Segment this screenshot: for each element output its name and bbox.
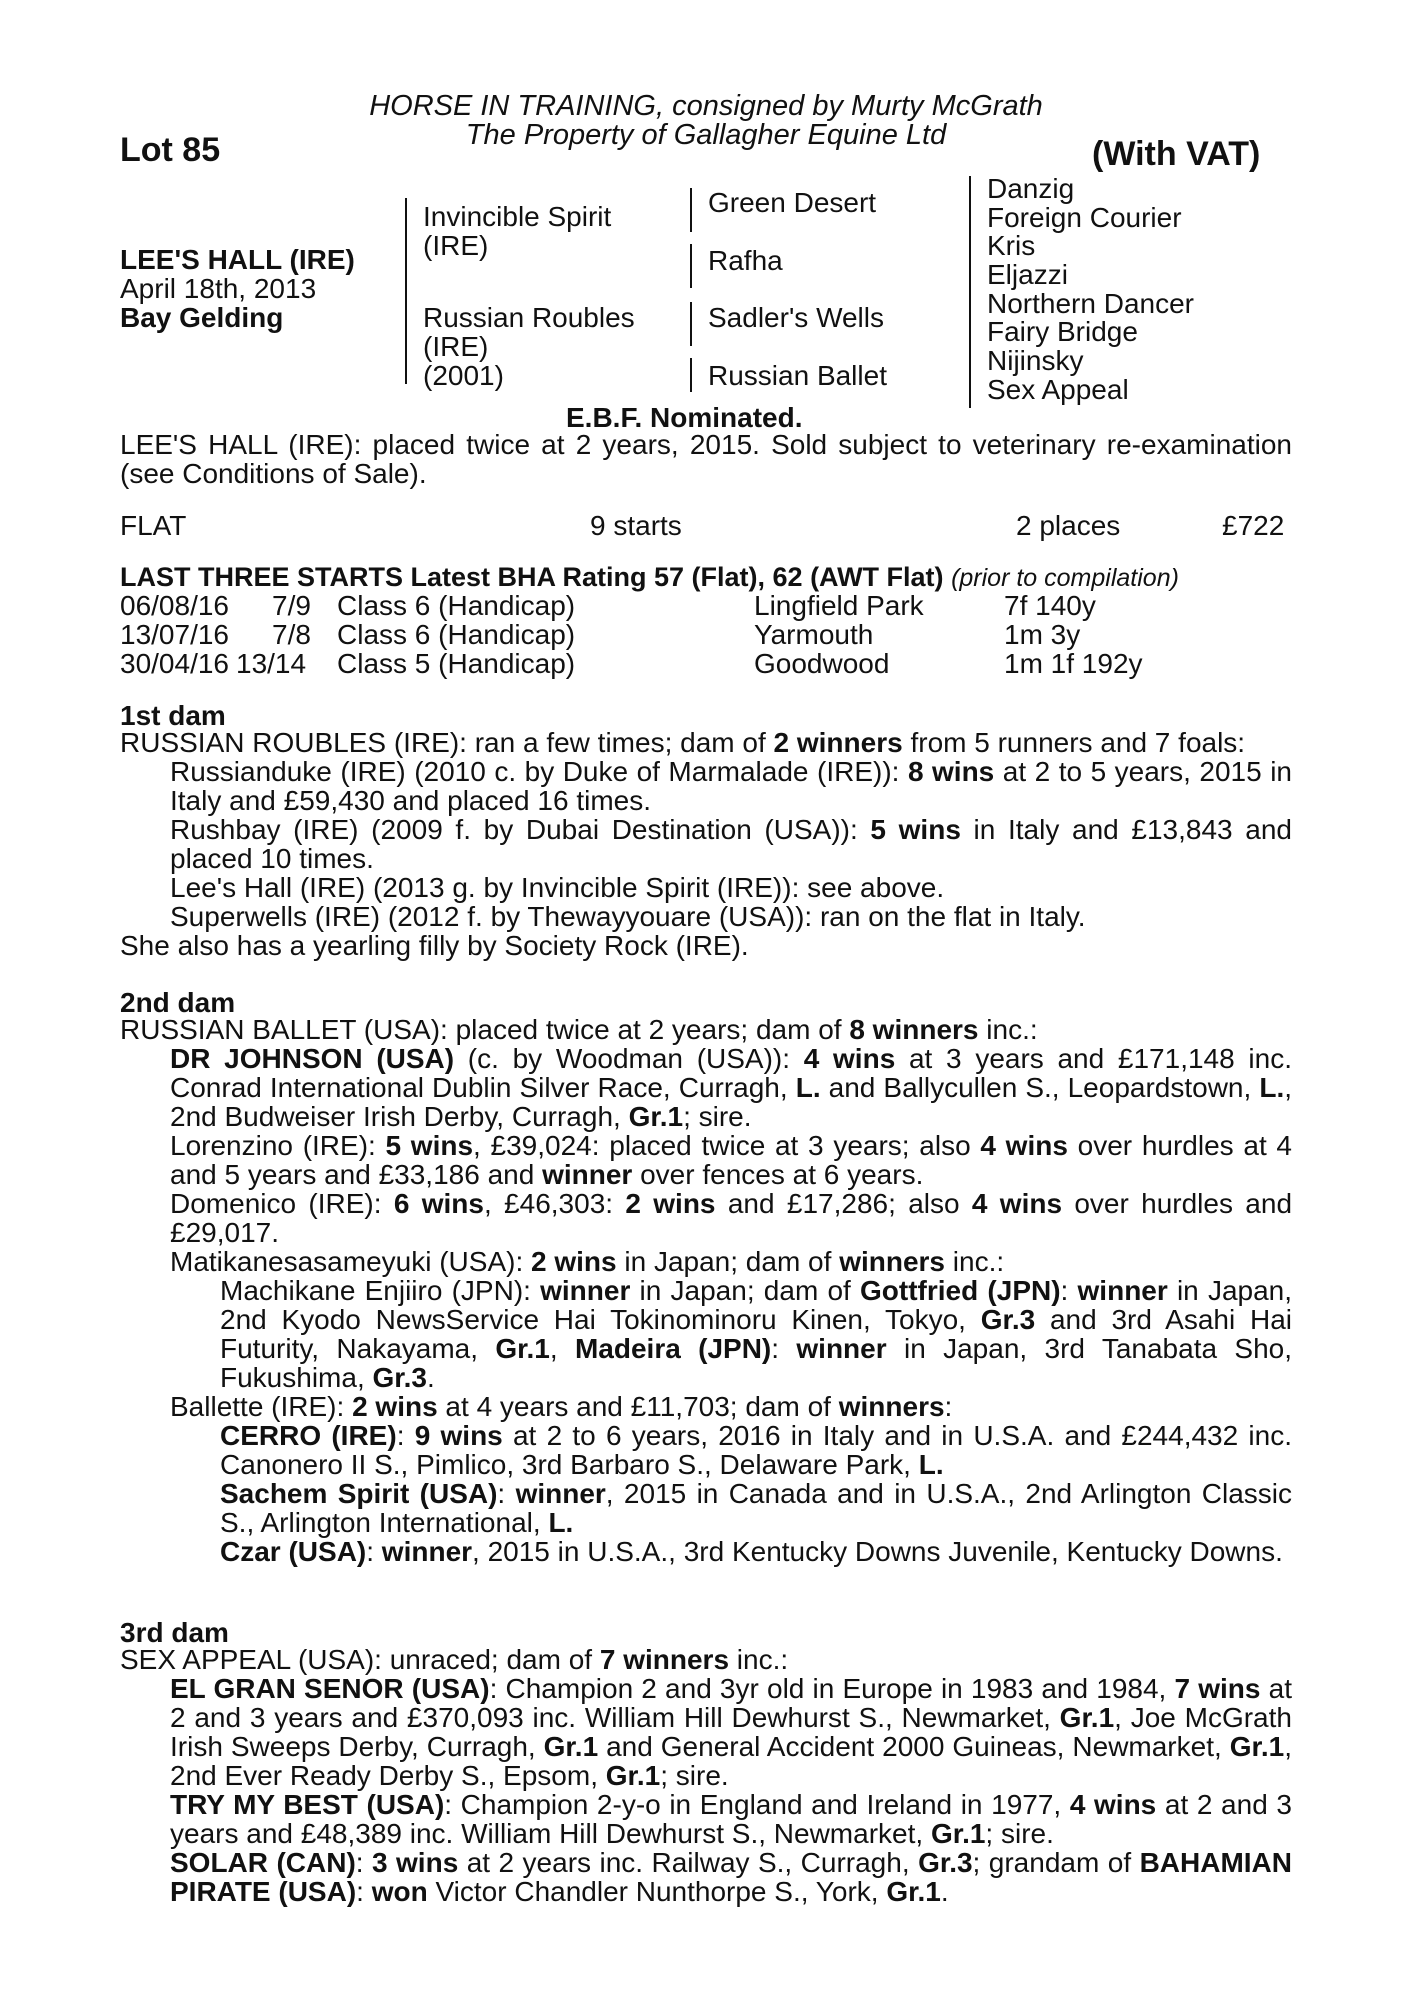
rushbay-tail: in Italy and £13,843 and placed 10 times.: [170, 814, 1292, 874]
dr-johnson-sire: (c. by Woodman (USA)):: [454, 1043, 804, 1074]
produce-matikanesasameyuki: [170, 1247, 1004, 1276]
pedigree-divider-1: [405, 198, 407, 384]
dr-johnson-listed-2: L.: [1259, 1072, 1285, 1103]
gottfried-grade-1: Gr.1: [495, 1333, 550, 1364]
domenico-wins: 6 wins: [393, 1188, 484, 1219]
produce-lorenzino: [170, 1131, 1292, 1189]
second-dam-winners: 8 winners: [849, 1014, 979, 1045]
sachem-name: Sachem Spirit (USA): [220, 1478, 498, 1509]
second-dam-heading: 2nd dam: [120, 987, 236, 1018]
solar-name: SOLAR (CAN): [170, 1847, 356, 1878]
matikane-name: Matikanesasameyuki (USA):: [170, 1246, 532, 1277]
cerro-listed: L.: [918, 1449, 944, 1480]
sire-suffix: (IRE): [423, 230, 489, 261]
start-3-course: Goodwood: [754, 648, 890, 679]
produce-ballette: [170, 1392, 952, 1421]
domenico-text-1: , £46,303:: [483, 1188, 626, 1219]
el-gran-senor-name: EL GRAN SENOR (USA): [170, 1673, 490, 1704]
horse-name: LEE'S HALL (IRE): [120, 244, 355, 275]
domenico-tail: over hurdles and £29,017.: [170, 1188, 1293, 1248]
start-1-date: 06/08/16: [120, 590, 229, 621]
start-2-course: Yarmouth: [754, 619, 874, 650]
gottfried-grade-3: Gr.3: [980, 1304, 1036, 1335]
bahamian-won: won: [371, 1876, 428, 1907]
first-dam-intro-tail: from 5 runners and 7 foals:: [902, 727, 1246, 758]
start-1-position: 7/9: [272, 590, 311, 621]
produce-superwells: Superwells (IRE) (2012 f. by Thewayyouare (USA)): ran on the flat in Italy.: [170, 901, 1086, 932]
dr-johnson-text-1: at 3 years and £171,148 inc. Conrad International Dublin Silver Race, Curragh,: [170, 1043, 1292, 1103]
ancestor-6: Fairy Bridge: [987, 316, 1138, 347]
domenico-wins-2: 2 wins: [625, 1188, 716, 1219]
start-2-position: 7/8: [272, 619, 311, 650]
sachem-winner: winner: [515, 1478, 606, 1509]
lorenzino-text-1: , £39,024: placed twice at 3 years; also: [473, 1130, 981, 1161]
dr-johnson-text-3: , 2nd Budweiser Irish Derby, Curragh,: [170, 1072, 1293, 1132]
matikane-tail: inc.:: [945, 1246, 1005, 1277]
pedigree-divider-2d: [690, 358, 692, 392]
lot-number: Lot 85: [120, 131, 221, 169]
domenico-name: Domenico (IRE):: [170, 1188, 394, 1219]
second-dam-intro: [120, 1015, 1038, 1044]
ebf-nomination: E.B.F. Nominated.: [566, 402, 803, 433]
sachem-text: , 2015 in Canada and in U.S.A., 2nd Arlington Classic S., Arlington International,: [220, 1478, 1293, 1538]
ancestor-2: Foreign Courier: [987, 202, 1182, 233]
try-my-best-name: TRY MY BEST (USA): [170, 1789, 445, 1820]
egs-grade-1d: Gr.1: [605, 1760, 661, 1791]
bahamian-grade: Gr.1: [886, 1876, 941, 1907]
start-2-date: 13/07/16: [120, 619, 229, 650]
first-dam-intro-text: RUSSIAN ROUBLES (IRE): ran a few times; dam of: [120, 727, 774, 758]
horse-description: Bay Gelding: [120, 302, 284, 333]
solar-grade: Gr.3: [918, 1847, 973, 1878]
russianduke-text: Russianduke (IRE) (2010 c. by Duke of Marmalade (IRE)):: [170, 756, 908, 787]
bahamian-tail: .: [940, 1876, 949, 1907]
domenico-hurdle-wins: 4 wins: [971, 1188, 1063, 1219]
tmb-wins: 4 wins: [1069, 1789, 1157, 1820]
ancestor-8: Sex Appeal: [987, 374, 1129, 405]
last-starts-note: (prior to compilation): [951, 564, 1179, 592]
dam-suffix: (IRE): [423, 331, 489, 362]
bahamian-sep: :: [356, 1876, 372, 1907]
dr-johnson-tail: ; sire.: [683, 1101, 752, 1132]
dr-johnson-name: DR JOHNSON (USA): [170, 1043, 455, 1074]
dam-name: Russian Roubles: [423, 302, 635, 333]
egs-text-5: , 2nd Ever Ready Derby S., Epsom,: [170, 1731, 1292, 1791]
third-dam-heading: 3rd dam: [120, 1617, 229, 1648]
cerro-sep: :: [396, 1420, 415, 1451]
last-starts-heading: [120, 564, 1179, 591]
czar-name: Czar (USA): [220, 1536, 367, 1567]
start-3-race: Class 5 (Handicap): [337, 648, 576, 679]
consignor-line: HORSE IN TRAINING, consigned by Murty McGrath: [369, 90, 1043, 122]
cerro-text: at 2 to 6 years, 2016 in Italy and in U.S.A. and £244,432 inc. Canonero II S., Pimlico, 3rd Barbaro S., Delaware Park,: [220, 1420, 1293, 1480]
egs-wins: 7 wins: [1174, 1673, 1261, 1704]
egs-grade-1c: Gr.1: [1229, 1731, 1285, 1762]
sachem-sep: :: [497, 1478, 516, 1509]
produce-sachem-spirit: [220, 1479, 1292, 1537]
madeira-winner: winner: [796, 1333, 887, 1364]
madeira-grade: Gr.3: [372, 1362, 427, 1393]
lorenzino-tail: over fences at 6 years.: [632, 1159, 924, 1190]
solar-wins: 3 wins: [372, 1847, 459, 1878]
produce-machikane-enjiiro: [220, 1276, 1292, 1392]
tmb-grade: Gr.1: [930, 1818, 986, 1849]
egs-tail: ; sire.: [660, 1760, 729, 1791]
produce-cerro: [220, 1421, 1292, 1479]
egs-grade-1b: Gr.1: [543, 1731, 599, 1762]
last-starts-title: LAST THREE STARTS Latest BHA Rating 57 (Flat), 62 (AWT Flat): [120, 562, 944, 592]
pedigree-divider-2a: [690, 188, 692, 232]
lorenzino-text-2: over hurdles at 4 and 5 years and £33,186 and: [170, 1130, 1293, 1190]
start-2-distance: 1m 3y: [1004, 619, 1081, 650]
egs-text-4: and General Accident 2000 Guineas, Newmarket,: [598, 1731, 1230, 1762]
first-dam-heading: 1st dam: [120, 700, 226, 731]
madeira-text: in Japan, 3rd Tanabata Sho, Fukushima,: [220, 1333, 1292, 1393]
grandsire-2: Sadler's Wells: [708, 302, 884, 333]
rushbay-text: Rushbay (IRE) (2009 f. by Dubai Destination (USA)):: [170, 814, 871, 845]
ballette-text: at 4 years and £11,703; dam of: [437, 1391, 839, 1422]
start-3-position: 13/14: [236, 648, 307, 679]
granddam-1: Rafha: [708, 245, 783, 276]
egs-text-3: , Joe McGrath Irish Sweeps Derby, Curragh,: [170, 1702, 1292, 1762]
start-2-race: Class 6 (Handicap): [337, 619, 576, 650]
sire-name: Invincible Spirit: [423, 201, 612, 232]
madeira-sep: :: [771, 1333, 797, 1364]
grandsire-1: Green Desert: [708, 187, 877, 218]
pedigree-divider-2c: [690, 302, 692, 346]
record-starts: 9 starts: [590, 510, 682, 541]
tmb-tail: ; sire.: [985, 1818, 1054, 1849]
czar-sep: :: [366, 1536, 382, 1567]
russianduke-tail: at 2 to 5 years, 2015 in Italy and £59,430 and placed 16 times.: [170, 756, 1292, 816]
lorenzino-wins: 5 wins: [385, 1130, 474, 1161]
record-earnings: £722: [1222, 510, 1285, 541]
third-dam-intro-text: SEX APPEAL (USA): unraced; dam of: [120, 1644, 600, 1675]
start-3-distance: 1m 1f 192y: [1004, 648, 1143, 679]
second-dam-intro-tail: inc.:: [978, 1014, 1038, 1045]
third-dam-intro: [120, 1645, 788, 1674]
comma-sep: ,: [549, 1333, 575, 1364]
gottfried-text-2: and 3rd Asahi Hai Futurity, Nakayama,: [220, 1304, 1292, 1364]
matikane-winners: winners: [839, 1246, 945, 1277]
record-type: FLAT: [120, 510, 187, 541]
dr-johnson-grade: Gr.1: [628, 1101, 684, 1132]
horse-dob: April 18th, 2013: [120, 273, 317, 304]
third-dam-winners: 7 winners: [599, 1644, 730, 1675]
produce-rushbay: [170, 815, 1292, 873]
dr-johnson-listed-1: L.: [795, 1072, 821, 1103]
produce-czar: [220, 1537, 1292, 1566]
madeira-tail: .: [426, 1362, 435, 1393]
enjiiro-winner: winner: [540, 1275, 631, 1306]
second-dam-intro-text: RUSSIAN BALLET (USA): placed twice at 2 years; dam of: [120, 1014, 850, 1045]
solar-text-2: ; grandam of: [972, 1847, 1140, 1878]
ancestor-7: Nijinsky: [987, 345, 1084, 376]
cerro-wins: 9 wins: [414, 1420, 503, 1451]
ancestor-5: Northern Dancer: [987, 288, 1194, 319]
start-1-race: Class 6 (Handicap): [337, 590, 576, 621]
produce-el-gran-senor: [170, 1674, 1292, 1790]
ancestor-3: Kris: [987, 230, 1036, 261]
granddam-2: Russian Ballet: [708, 360, 887, 391]
start-1-distance: 7f 140y: [1004, 590, 1096, 621]
first-dam-intro: [120, 728, 1245, 757]
pedigree-divider-2b: [690, 244, 692, 288]
ballette-wins: 2 wins: [352, 1391, 438, 1422]
egs-text-1: : Champion 2 and 3yr old in Europe in 1983 and 1984,: [489, 1673, 1175, 1704]
produce-russianduke: [170, 757, 1292, 815]
start-1-course: Lingfield Park: [754, 590, 924, 621]
start-3-date: 30/04/16: [120, 648, 229, 679]
gottfried-text: in Japan, 2nd Kyodo NewsService Hai Tokinominoru Kinen, Tokyo,: [220, 1275, 1293, 1335]
dr-johnson-text-2: and Ballycullen S., Leopardstown,: [820, 1072, 1260, 1103]
russianduke-wins: 8 wins: [907, 756, 995, 787]
lorenzino-hurdle-wins: 4 wins: [980, 1130, 1068, 1161]
yearling-note: She also has a yearling filly by Society Rock (IRE).: [120, 930, 749, 961]
egs-text-2: at 2 and 3 years and £370,093 inc. William Hill Dewhurst S., Newmarket,: [170, 1673, 1293, 1733]
enjiiro-name: Machikane Enjiiro (JPN):: [220, 1275, 541, 1306]
property-line: The Property of Gallagher Equine Ltd: [465, 119, 947, 151]
bahamian-pirate-name: BAHAMIAN PIRATE (USA): [170, 1847, 1292, 1907]
vat-label: (With VAT): [1092, 135, 1261, 173]
sachem-listed: L.: [548, 1507, 574, 1538]
egs-grade-1a: Gr.1: [1059, 1702, 1115, 1733]
produce-try-my-best: [170, 1790, 1292, 1848]
matikane-text: in Japan; dam of: [616, 1246, 840, 1277]
produce-solar: [170, 1848, 1292, 1906]
gottfried-name: Gottfried (JPN): [860, 1275, 1061, 1306]
lorenzino-winner: winner: [542, 1159, 633, 1190]
pedigree-divider-3: [969, 176, 971, 408]
third-dam-intro-tail: inc.:: [729, 1644, 789, 1675]
domenico-text-2: and £17,286; also: [715, 1188, 972, 1219]
ballette-name: Ballette (IRE):: [170, 1391, 353, 1422]
produce-lees-hall: Lee's Hall (IRE) (2013 g. by Invincible Spirit (IRE)): see above.: [170, 872, 945, 903]
solar-text-1: at 2 years inc. Railway S., Curragh,: [458, 1847, 919, 1878]
lorenzino-name: Lorenzino (IRE):: [170, 1130, 386, 1161]
ancestor-1: Danzig: [987, 173, 1075, 204]
gottfried-sep: :: [1060, 1275, 1078, 1306]
horse-summary: LEE'S HALL (IRE): placed twice at 2 years, 2015. Sold subject to veterinary re-examination (see Conditions of Sale).: [120, 429, 1292, 489]
ballette-tail: :: [944, 1391, 953, 1422]
tmb-text-2: at 2 and 3 years and £48,389 inc. William Hill Dewhurst S., Newmarket,: [170, 1789, 1292, 1849]
ancestor-4: Eljazzi: [987, 259, 1068, 290]
record-places: 2 places: [1016, 510, 1121, 541]
gottfried-winner: winner: [1077, 1275, 1168, 1306]
cerro-name: CERRO (IRE): [220, 1420, 397, 1451]
czar-text: , 2015 in U.S.A., 3rd Kentucky Downs Juvenile, Kentucky Downs.: [472, 1536, 1283, 1567]
tmb-text-1: : Champion 2-y-o in England and Ireland in 1977,: [444, 1789, 1070, 1820]
dam-year: (2001): [423, 360, 504, 391]
enjiiro-text-1: in Japan; dam of: [630, 1275, 861, 1306]
matikane-wins: 2 wins: [531, 1246, 617, 1277]
produce-dr-johnson: [170, 1044, 1292, 1131]
bahamian-text: Victor Chandler Nunthorpe S., York,: [427, 1876, 887, 1907]
first-dam-winners: 2 winners: [773, 727, 903, 758]
dr-johnson-wins: 4 wins: [803, 1043, 896, 1074]
rushbay-wins: 5 wins: [870, 814, 961, 845]
produce-domenico: [170, 1189, 1292, 1247]
ballette-winners: winners: [838, 1391, 945, 1422]
czar-winner: winner: [381, 1536, 473, 1567]
madeira-name: Madeira (JPN): [574, 1333, 772, 1364]
solar-sep: :: [355, 1847, 372, 1878]
